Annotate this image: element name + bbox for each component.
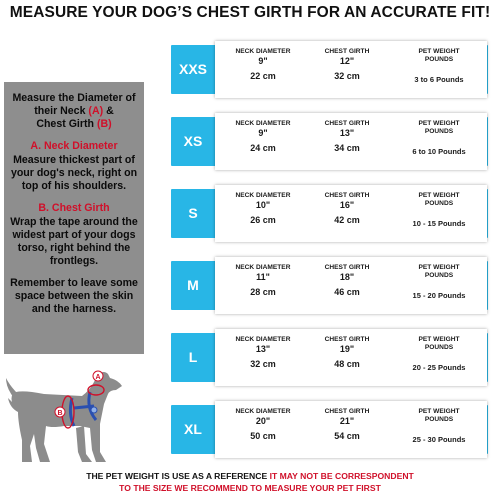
weight-column (393, 192, 485, 228)
weight-range: 25 - 30 Pounds (412, 435, 466, 444)
size-row-xs (171, 113, 488, 170)
chest-header: CHEST GIRTH (324, 408, 370, 415)
neck-column (223, 120, 303, 153)
neck-header: NECK DIAMETER (235, 192, 291, 199)
size-label: M (187, 277, 199, 293)
size-card (215, 113, 487, 170)
chest-cm: 34 cm (334, 143, 360, 153)
neck-cm: 28 cm (250, 287, 276, 297)
instructions-panel (4, 82, 144, 354)
size-card (215, 41, 487, 98)
size-row-l (171, 329, 488, 386)
weight-header: PET WEIGHT POUNDS (418, 264, 460, 279)
chest-inches: 16" (339, 200, 355, 210)
size-row-s (171, 185, 488, 242)
neck-diameter-text: Measure thickest part of your dog's neck, right on top of his shoulders. (10, 154, 138, 192)
size-card (215, 185, 487, 242)
chest-column (307, 264, 387, 297)
neck-inches: 9" (258, 128, 268, 138)
size-row-xxs (171, 41, 488, 98)
label-b-marker (55, 407, 65, 417)
neck-inches: 13" (255, 344, 271, 354)
neck-cm: 32 cm (250, 359, 276, 369)
weight-range: 6 to 10 Pounds (412, 147, 466, 156)
size-label: L (188, 349, 198, 365)
neck-header: NECK DIAMETER (235, 48, 291, 55)
svg-text:A: A (95, 374, 101, 381)
neck-inches: 20" (255, 416, 271, 426)
weight-header: PET WEIGHT POUNDS (418, 336, 460, 351)
size-card (215, 257, 487, 314)
chest-column (307, 408, 387, 441)
reminder-text: Remember to leave some space between the skin and the harness. (10, 277, 138, 315)
weight-header: PET WEIGHT POUNDS (418, 120, 460, 135)
size-card (215, 401, 487, 458)
chest-inches: 13" (339, 128, 355, 138)
size-label: S (188, 205, 198, 221)
weight-footnote: THE PET WEIGHT IS USE AS A REFERENCE IT MAY NOT BE CORRESPONDENT TO THE SIZE WE RECOMMEND TO MEASURE YOUR PET FIRST (86, 471, 414, 493)
size-row-m (171, 257, 488, 314)
neck-cm: 50 cm (250, 431, 276, 441)
weight-range: 3 to 6 Pounds (414, 75, 464, 84)
chest-header: CHEST GIRTH (324, 336, 370, 343)
dog-silhouette (6, 372, 122, 462)
chest-column (307, 192, 387, 225)
neck-inches: 10" (255, 200, 271, 210)
page-headline: MEASURE YOUR DOG’S CHEST GIRTH FOR AN ACCURATE FIT! (9, 4, 491, 21)
chest-cm: 54 cm (334, 431, 360, 441)
size-label: XL (184, 421, 202, 437)
chest-header: CHEST GIRTH (324, 48, 370, 55)
size-row-xl (171, 401, 488, 458)
weight-column (393, 336, 485, 372)
weight-range: 20 - 25 Pounds (412, 363, 466, 372)
chest-inches: 21" (339, 416, 355, 426)
dog-harness-illustration (4, 368, 134, 468)
neck-inches: 9" (258, 56, 268, 66)
neck-column (223, 264, 303, 297)
chest-column (307, 336, 387, 369)
svg-text:B: B (57, 410, 63, 417)
weight-range: 10 - 15 Pounds (412, 219, 466, 228)
weight-column (393, 264, 485, 300)
neck-column (223, 408, 303, 441)
neck-header: NECK DIAMETER (235, 408, 291, 415)
size-label: XXS (178, 61, 207, 77)
neck-cm: 22 cm (250, 71, 276, 81)
neck-column (223, 48, 303, 81)
chest-inches: 18" (339, 272, 355, 282)
chest-header: CHEST GIRTH (324, 120, 370, 127)
neck-header: NECK DIAMETER (235, 120, 291, 127)
harness-ring (91, 407, 97, 413)
label-a-marker (93, 371, 103, 381)
size-card (215, 329, 487, 386)
weight-header: PET WEIGHT POUNDS (418, 48, 460, 63)
neck-column (223, 336, 303, 369)
chest-cm: 48 cm (334, 359, 360, 369)
chest-header: CHEST GIRTH (324, 264, 370, 271)
weight-column (393, 408, 485, 444)
weight-column (393, 120, 485, 156)
neck-diameter-title: A. Neck Diameter (30, 140, 118, 152)
neck-cm: 26 cm (250, 215, 276, 225)
weight-header: PET WEIGHT POUNDS (418, 408, 460, 423)
chest-girth-text: Wrap the tape around the widest part of your dogs torso, right behind the frontlegs. (10, 216, 138, 267)
chest-cm: 32 cm (334, 71, 360, 81)
size-label: XS (183, 133, 203, 149)
chest-girth-title: B. Chest Girth (38, 202, 110, 214)
chest-inches: 12" (339, 56, 355, 66)
weight-header: PET WEIGHT POUNDS (418, 192, 460, 207)
chest-cm: 42 cm (334, 215, 360, 225)
neck-header: NECK DIAMETER (235, 336, 291, 343)
chest-inches: 19" (339, 344, 355, 354)
neck-cm: 24 cm (250, 143, 276, 153)
weight-column (393, 48, 485, 84)
weight-range: 15 - 20 Pounds (412, 291, 466, 300)
neck-column (223, 192, 303, 225)
chest-column (307, 120, 387, 153)
chest-header: CHEST GIRTH (324, 192, 370, 199)
neck-inches: 11" (256, 272, 270, 282)
chest-column (307, 48, 387, 81)
neck-header: NECK DIAMETER (235, 264, 291, 271)
chest-cm: 46 cm (334, 287, 360, 297)
instructions-intro: Measure the Diameter of their Neck (A) & Chest Girth (B) (12, 92, 136, 130)
